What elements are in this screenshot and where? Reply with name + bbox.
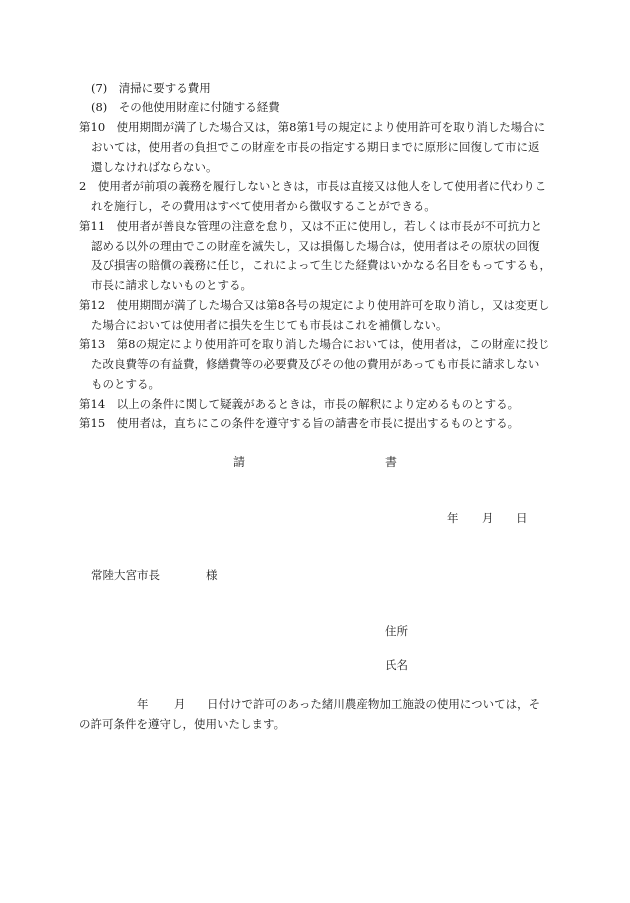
article-13-line-1: 第13 第8の規定により使用許可を取り消した場合においては，使用者は，この財産に投じ: [79, 337, 550, 351]
article-10-line-2: おいては，使用者の負担でこの財産を市長の指定する期日までに原形に回復して市に返: [91, 140, 540, 154]
article-12-line-2: た場合においては使用者に損失を生じても市長はこれを補償しない。: [91, 318, 448, 332]
date-month-label: 月: [482, 511, 494, 525]
body-month-label: 月: [174, 697, 186, 711]
pledge-title-char-2: 書: [385, 455, 398, 469]
article-13-line-3: ものとする。: [91, 377, 160, 391]
pledge-body-line-2: の許可条件を遵守し，使用いたします。: [79, 717, 286, 731]
article-10-line-3: 還しなければならない。: [91, 160, 218, 174]
name-label: 氏名: [385, 658, 408, 672]
address-label: 住所: [385, 624, 408, 638]
article-11-line-2: 認める以外の理由でこの財産を滅失し，又は損傷した場合は，使用者はその原状の回復: [91, 239, 540, 253]
article-10-line-1: 第10 使用期間が満了した場合又は，第8第1号の規定により使用許可を取り消した場合に: [79, 120, 546, 134]
article-10-para-2-line-1: 2 使用者が前項の義務を履行しないときは，市長は直接又は他人をして使用者に代わりこ: [79, 179, 547, 193]
date-day-label: 日: [516, 511, 528, 525]
honorific: 様: [206, 568, 218, 582]
pledge-title-char-1: 請: [233, 455, 246, 469]
article-14: 第14 以上の条件に関して疑義があるときは，市長の解釈により定めるものとする。: [79, 397, 520, 411]
body-year-label: 年: [137, 697, 149, 711]
article-11-line-4: 市長に請求しないものとする。: [91, 278, 252, 292]
item-8: (8) その他使用財産に付随する経費: [91, 100, 280, 114]
article-11-line-1: 第11 使用者が善良な管理の注意を怠り，又は不正に使用し，若しくは市長が不可抗力と: [79, 219, 543, 233]
article-10-para-2-line-2: れを施行し，その費用はすべて使用者から徴収することができる。: [91, 199, 436, 213]
article-15: 第15 使用者は，直ちにこの条件を遵守する旨の請書を市長に提出するものとする。: [79, 416, 520, 430]
pledge-body-line-1: 日付けで許可のあった緒川農産物加工施設の使用については，そ: [207, 697, 541, 711]
article-13-line-2: た改良費等の有益費，修繕費等の必要費及びその他の費用があっても市長に請求しない: [91, 357, 540, 371]
article-11-line-3: 及び損害の賠償の義務に任じ，これによって生じた経費はいかなる名目をもってするも，: [91, 258, 551, 272]
item-7: (7) 清掃に要する費用: [91, 81, 211, 95]
article-12-line-1: 第12 使用期間が満了した場合又は第8各号の規定により使用許可を取り消し，又は変更し: [79, 298, 550, 312]
date-year-label: 年: [447, 511, 459, 525]
addressee: 常陸大宮市長: [91, 568, 160, 582]
